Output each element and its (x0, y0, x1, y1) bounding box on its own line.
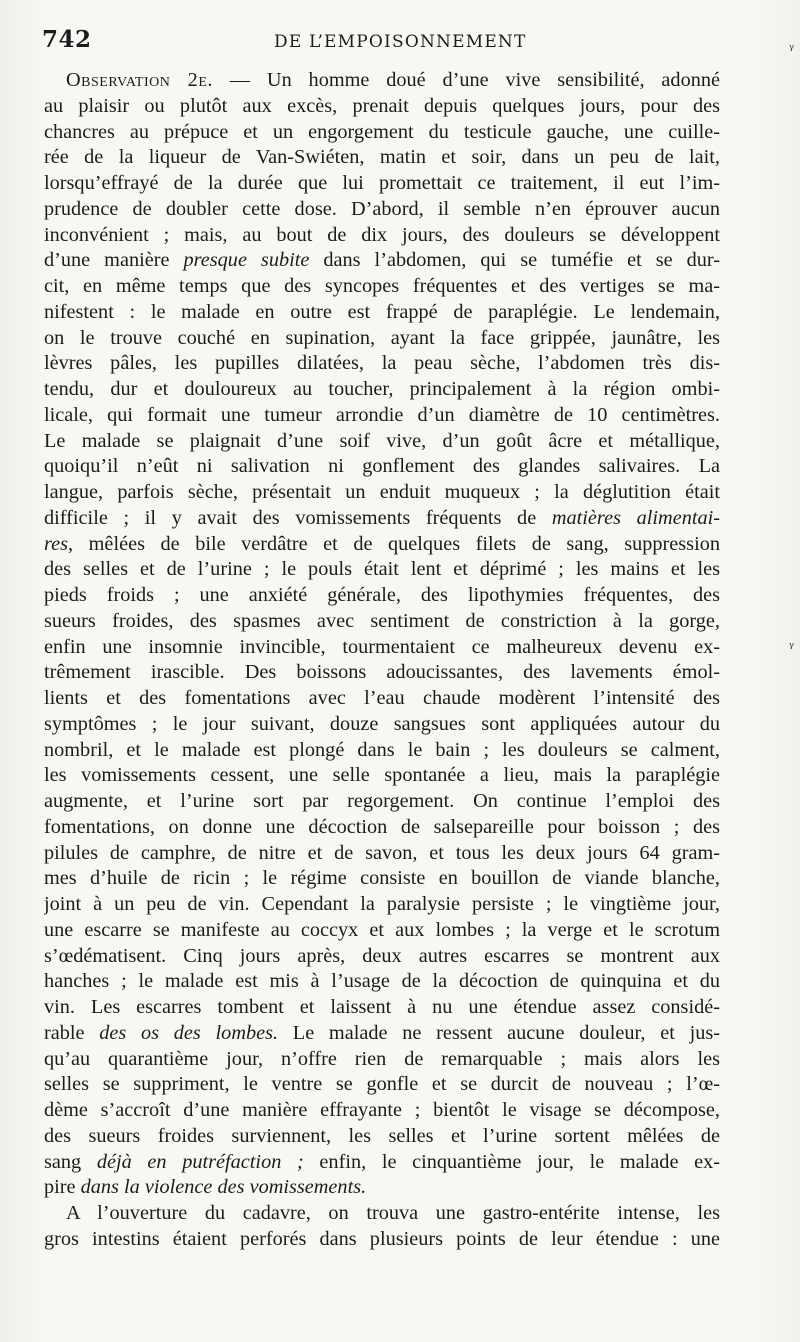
italic-phrase: presque subite (183, 249, 310, 272)
text-line: langue, parfois sèche, présentait un enduit muqueux ; la déglutition était (44, 481, 720, 503)
text-line: lients et des fomentations avec l’eau chaude modèrent l’intensité des (44, 687, 720, 709)
text-line: des selles et de l’urine ; le pouls était lent et déprimé ; les mains et les (44, 558, 720, 581)
text-line: nombril, et le malade est plongé dans le bain ; les douleurs se calment, (44, 738, 720, 761)
text-line: gros intestins étaient perforés dans plusieurs points de leur étendue : une (44, 1227, 720, 1250)
text-line: d’une manière presque subite dans l’abdomen, qui se tuméfie et se dur- (44, 249, 720, 272)
text-line: s’œdématisent. Cinq jours après, deux autres escarres se montrent aux (44, 944, 720, 967)
text-line: pire dans la violence des vomissements. (44, 1176, 367, 1199)
text-line: difficile ; il y avait des vomissements fréquents de matières alimentai- (44, 506, 720, 529)
text-line: hanches ; le malade est mis à l’usage de la décoction de quinquina et du (44, 970, 720, 993)
text-line: cit, en même temps que des syncopes fréquentes et des vertiges se ma- (44, 275, 720, 297)
text-line: Le malade se plaignait d’une soif vive, d’un goût âcre et métallique, (44, 429, 720, 452)
text-line: symptômes ; le jour suivant, douze sangsues sont appliquées autour du (44, 712, 720, 735)
text-line: sang déjà en putréfaction ; enfin, le cinquantième jour, le malade ex- (44, 1150, 720, 1173)
text-line: inconvénient ; mais, au bout de dix jours, des douleurs se développent (44, 223, 720, 246)
text-line: lèvres pâles, les pupilles dilatées, la peau sèche, l’abdomen très dis- (44, 352, 720, 375)
text-line: fomentations, on donne une décoction de salsepareille pour boisson ; des (44, 815, 720, 838)
text-line: pieds froids ; une anxiété générale, des lipothymies fréquentes, des (44, 584, 720, 606)
text-line: Observation 2e. — Un homme doué d’une vive sensibilité, adonné (66, 69, 720, 91)
text-line: enfin une insomnie invincible, tourmentaient ce malheureux devenu ex- (44, 635, 720, 658)
text-line: mes d’huile de ricin ; le régime consiste en bouillon de viande blanche, (44, 867, 720, 890)
text-line: vin. Les escarres tombent et laissent à nu une étendue assez considé- (44, 996, 720, 1018)
italic-phrase: dans la violence des vomissements. (80, 1176, 367, 1199)
text-line: nifestent : le malade en outre est frappé de paraplégie. Le lendemain, (44, 300, 720, 323)
text-line: une escarre se manifeste au coccyx et aux lombes ; la verge et le scrotum (44, 918, 720, 941)
text-line: au plaisir ou plutôt aux excès, prenait depuis quelques jours, pour des (44, 94, 720, 117)
text-line: licale, qui formait une tumeur arrondie d’un diamètre de 10 centimètres. (44, 403, 720, 426)
text-line: selles se suppriment, le ventre se gonfle et se durcit de nouveau ; l’œ- (44, 1073, 720, 1096)
text-line: prudence de doubler cette dose. D’abord, il semble n’en éprouver aucun (44, 197, 720, 220)
text-line: pilules de camphre, de nitre et de savon, et tous les deux jours 64 gram- (44, 841, 720, 864)
text-line: tendu, dur et douloureux au toucher, principalement à la région ombi- (44, 378, 720, 400)
running-title: DE L’EMPOISONNEMENT (274, 32, 527, 52)
italic-phrase: matières alimentai- (551, 506, 720, 529)
body-text (44, 68, 720, 1253)
page-number: 742 (42, 26, 92, 53)
italic-phrase: res (44, 532, 69, 555)
text-line: on le trouve couché en supination, ayant la face grippée, jaunâtre, les (44, 326, 720, 349)
text-line: quoiqu’il n’eût ni salivation ni gonflement des glandes salivaires. La (44, 455, 720, 478)
margin-mark: ᵞ (788, 42, 794, 58)
margin-mark: ᵞ (788, 640, 794, 656)
text-line: rée de la liqueur de Van-Swiéten, matin et soir, dans un peu de lait, (44, 146, 720, 169)
text-line: chancres au prépuce et un engorgement du testicule gauche, une cuille- (44, 120, 720, 143)
text-line: trêmement irascible. Des boissons adoucissantes, des lavements émol- (44, 661, 720, 684)
page-header (42, 26, 762, 60)
text-line: les vomissements cessent, une selle spontanée a lieu, mais la paraplégie (44, 764, 720, 787)
text-line: res, mêlées de bile verdâtre et de quelques filets de sang, suppression (44, 532, 720, 555)
text-line: dème s’accroît d’une manière effrayante ; bientôt le visage se décompose, (44, 1099, 720, 1121)
text-line: augmente, et l’urine sort par regorgement. On continue l’emploi des (44, 790, 720, 812)
observation-label: Observation 2e. (66, 69, 213, 91)
text-line: rable des os des lombes. Le malade ne ressent aucune douleur, et jus- (44, 1021, 720, 1044)
italic-phrase: des os des lombes. (99, 1021, 279, 1044)
text-line: sueurs froides, des spasmes avec sentiment de constriction à la gorge, (44, 609, 720, 632)
italic-phrase: déjà en putréfaction ; (96, 1150, 304, 1173)
text-line: qu’au quarantième jour, n’offre rien de remarquable ; mais alors les (44, 1047, 720, 1070)
text-line: des sueurs froides surviennent, les selles et l’urine sortent mêlées de (44, 1124, 720, 1147)
text-line: joint à un peu de vin. Cependant la paralysie persiste ; le vingtième jour, (44, 893, 720, 915)
text-line: A l’ouverture du cadavre, on trouva une gastro-entérite intense, les (66, 1202, 720, 1224)
text-line: lorsqu’effrayé de la durée que lui promettait ce traitement, il eut l’im- (44, 172, 720, 194)
